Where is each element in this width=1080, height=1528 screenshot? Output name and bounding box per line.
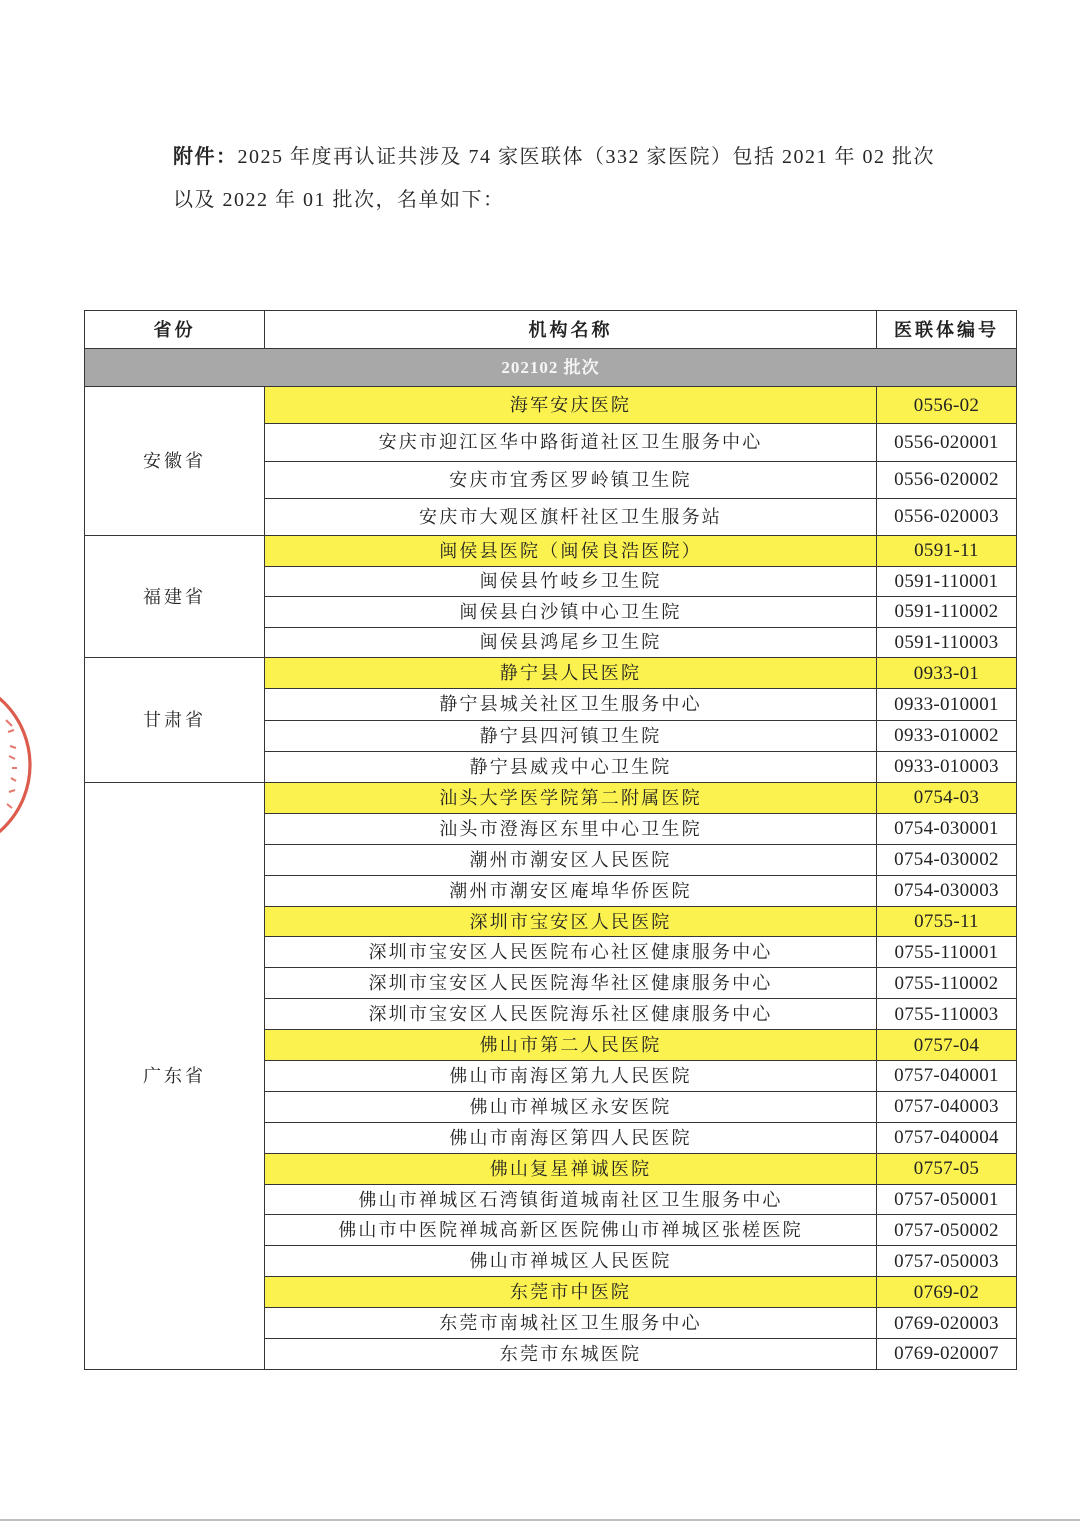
network-code-cell: 0933-010003 bbox=[877, 751, 1017, 782]
hospital-roster-table bbox=[84, 310, 1017, 1370]
network-code-cell: 0769-020003 bbox=[877, 1308, 1017, 1339]
institution-name-cell: 深圳市宝安区人民医院海乐社区健康服务中心 bbox=[265, 999, 877, 1030]
institution-name-cell: 东莞市中医院 bbox=[265, 1277, 877, 1308]
institution-name-cell: 闽侯县竹岐乡卫生院 bbox=[265, 566, 877, 597]
attachment-label: 附件： bbox=[173, 146, 238, 168]
institution-name-cell: 深圳市宝安区人民医院 bbox=[265, 906, 877, 937]
header-province: 省份 bbox=[85, 311, 265, 349]
network-code-cell: 0755-110002 bbox=[877, 968, 1017, 999]
network-code-cell: 0769-020007 bbox=[877, 1339, 1017, 1370]
network-code-cell: 0933-010001 bbox=[877, 689, 1017, 720]
network-code-cell: 0755-110003 bbox=[877, 999, 1017, 1030]
institution-name-cell: 佛山市第二人民医院 bbox=[265, 1030, 877, 1061]
seal-stamp bbox=[0, 660, 36, 870]
network-code-cell: 0757-050001 bbox=[877, 1184, 1017, 1215]
institution-name-cell: 潮州市潮安区庵埠华侨医院 bbox=[265, 875, 877, 906]
institution-name-cell: 安庆市大观区旗杆社区卫生服务站 bbox=[265, 498, 877, 535]
network-code-cell: 0754-030003 bbox=[877, 875, 1017, 906]
institution-name-cell: 安庆市迎江区华中路街道社区卫生服务中心 bbox=[265, 424, 877, 461]
network-code-cell: 0591-110003 bbox=[877, 627, 1017, 658]
institution-name-cell: 东莞市东城医院 bbox=[265, 1339, 877, 1370]
network-code-cell: 0591-110002 bbox=[877, 597, 1017, 628]
institution-name-cell: 佛山市南海区第九人民医院 bbox=[265, 1061, 877, 1092]
table-row bbox=[85, 658, 1017, 689]
batch-row bbox=[85, 349, 1017, 387]
province-cell: 甘肃省 bbox=[85, 658, 265, 783]
network-code-cell: 0757-04 bbox=[877, 1030, 1017, 1061]
network-code-cell: 0757-050003 bbox=[877, 1246, 1017, 1277]
province-cell: 安徽省 bbox=[85, 387, 265, 536]
intro-line-2: 以及 2022 年 01 批次，名单如下： bbox=[173, 189, 505, 211]
institution-name-cell: 闽侯县鸿尾乡卫生院 bbox=[265, 627, 877, 658]
province-cell: 福建省 bbox=[85, 536, 265, 658]
institution-name-cell: 佛山市禅城区人民医院 bbox=[265, 1246, 877, 1277]
network-code-cell: 0591-110001 bbox=[877, 566, 1017, 597]
institution-name-cell: 安庆市宜秀区罗岭镇卫生院 bbox=[265, 461, 877, 498]
network-code-cell: 0933-010002 bbox=[877, 720, 1017, 751]
network-code-cell: 0556-020001 bbox=[877, 424, 1017, 461]
network-code-cell: 0556-020002 bbox=[877, 461, 1017, 498]
scan-edge-line bbox=[0, 1519, 1080, 1521]
institution-name-cell: 深圳市宝安区人民医院布心社区健康服务中心 bbox=[265, 937, 877, 968]
network-code-cell: 0754-03 bbox=[877, 783, 1017, 814]
institution-name-cell: 东莞市南城社区卫生服务中心 bbox=[265, 1308, 877, 1339]
table-row bbox=[85, 536, 1017, 567]
network-code-cell: 0754-030002 bbox=[877, 844, 1017, 875]
institution-name-cell: 静宁县城关社区卫生服务中心 bbox=[265, 689, 877, 720]
institution-name-cell: 汕头大学医学院第二附属医院 bbox=[265, 783, 877, 814]
institution-name-cell: 佛山市中医院禅城高新区医院佛山市禅城区张槎医院 bbox=[265, 1215, 877, 1246]
network-code-cell: 0755-11 bbox=[877, 906, 1017, 937]
institution-name-cell: 佛山市禅城区石湾镇街道城南社区卫生服务中心 bbox=[265, 1184, 877, 1215]
institution-name-cell: 闽侯县医院（闽侯良浩医院） bbox=[265, 536, 877, 567]
institution-name-cell: 汕头市澄海区东里中心卫生院 bbox=[265, 813, 877, 844]
network-code-cell: 0769-02 bbox=[877, 1277, 1017, 1308]
network-code-cell: 0556-020003 bbox=[877, 498, 1017, 535]
institution-name-cell: 静宁县人民医院 bbox=[265, 658, 877, 689]
header-network-code: 医联体编号 bbox=[877, 311, 1017, 349]
intro-line-1 bbox=[173, 145, 935, 169]
institution-name-cell: 闽侯县白沙镇中心卫生院 bbox=[265, 597, 877, 628]
network-code-cell: 0933-01 bbox=[877, 658, 1017, 689]
network-code-cell: 0757-040003 bbox=[877, 1091, 1017, 1122]
institution-name-cell: 佛山市南海区第四人民医院 bbox=[265, 1122, 877, 1153]
network-code-cell: 0757-05 bbox=[877, 1153, 1017, 1184]
institution-name-cell: 深圳市宝安区人民医院海华社区健康服务中心 bbox=[265, 968, 877, 999]
network-code-cell: 0757-040001 bbox=[877, 1061, 1017, 1092]
network-code-cell: 0591-11 bbox=[877, 536, 1017, 567]
institution-name-cell: 佛山市禅城区永安医院 bbox=[265, 1091, 877, 1122]
header-institution-name: 机构名称 bbox=[265, 311, 877, 349]
network-code-cell: 0556-02 bbox=[877, 387, 1017, 424]
table-row bbox=[85, 783, 1017, 814]
table-header-row bbox=[85, 311, 1017, 349]
institution-name-cell: 潮州市潮安区人民医院 bbox=[265, 844, 877, 875]
network-code-cell: 0757-040004 bbox=[877, 1122, 1017, 1153]
table-row bbox=[85, 387, 1017, 424]
institution-name-cell: 静宁县威戎中心卫生院 bbox=[265, 751, 877, 782]
network-code-cell: 0754-030001 bbox=[877, 813, 1017, 844]
batch-label: 202102 批次 bbox=[85, 349, 1017, 387]
network-code-cell: 0755-110001 bbox=[877, 937, 1017, 968]
province-cell: 广东省 bbox=[85, 783, 265, 1370]
institution-name-cell: 静宁县四河镇卫生院 bbox=[265, 720, 877, 751]
intro-text-1: 2025 年度再认证共涉及 74 家医联体（332 家医院）包括 2021 年 02 批次 bbox=[237, 146, 935, 168]
institution-name-cell: 海军安庆医院 bbox=[265, 387, 877, 424]
institution-name-cell: 佛山复星禅诚医院 bbox=[265, 1153, 877, 1184]
network-code-cell: 0757-050002 bbox=[877, 1215, 1017, 1246]
